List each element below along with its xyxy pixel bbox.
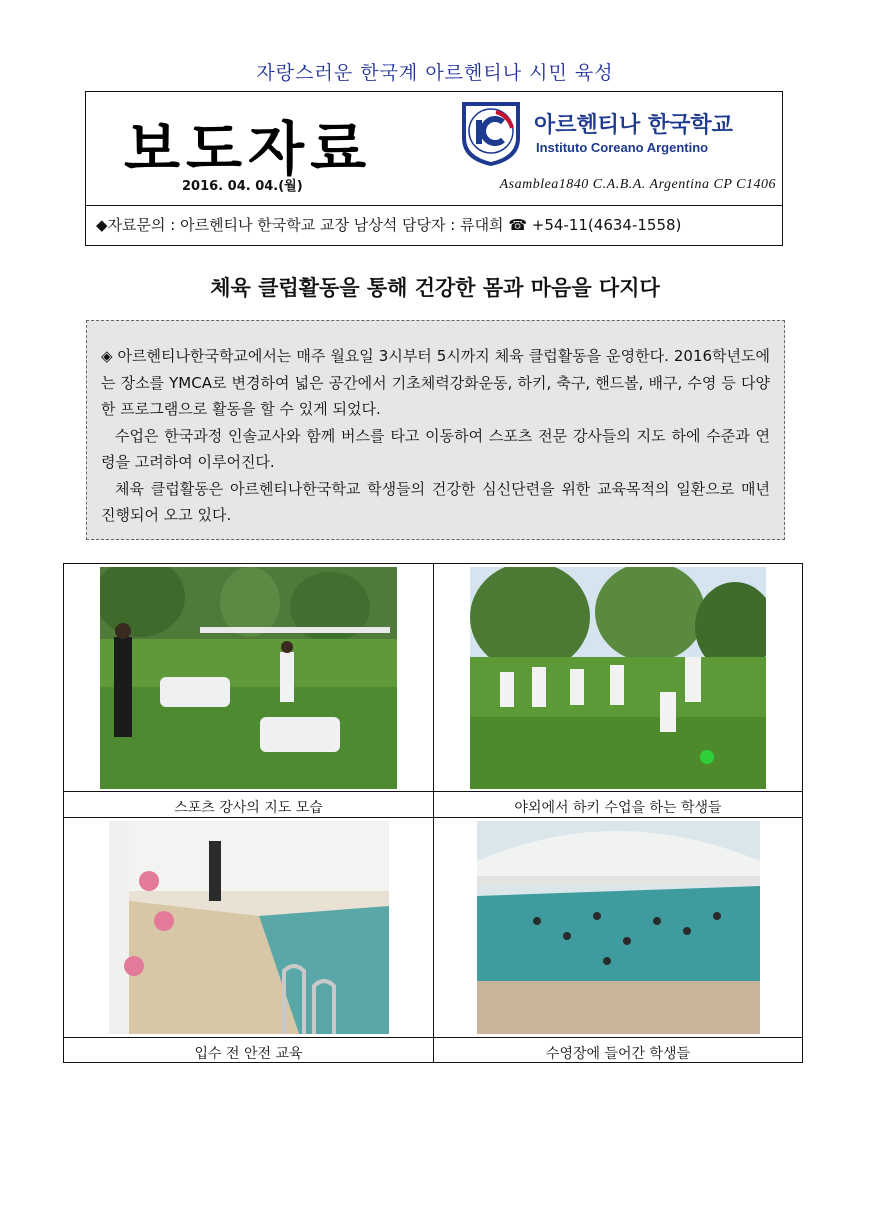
photo-students-in-pool [477, 821, 760, 1034]
photo-caption: 입수 전 안전 교육 [194, 1046, 303, 1062]
summary-paragraph: ◈ 아르헨티나한국학교에서는 매주 월요일 3시부터 5시까지 체육 클럽활동을 운영한다. 2016학년도에는 장소를 YMCA로 변경하여 넓은 공간에서 기초체력강화운동, 하키, 축구, 핸드볼, 배구, 수영 등 다양한 프로그램으로 활동을 할 수 있게 되었다. [101, 347, 770, 418]
press-release-title: 보도자료 [124, 115, 373, 183]
school-logo-icon [456, 98, 526, 168]
slogan: 자랑스러운 한국계 아르헨티나 시민 육성 [256, 62, 614, 84]
table-divider [64, 1037, 802, 1038]
school-name-es: Instituto Coreano Argentino [536, 140, 709, 155]
table-divider [64, 791, 802, 792]
release-date: 2016. 04. 04.(월) [182, 179, 303, 194]
photo-outdoor-hockey [470, 567, 766, 789]
article-headline: 체육 클럽활동을 통해 건강한 몸과 마음을 다지다 [210, 276, 660, 300]
header-divider [86, 205, 782, 206]
table-divider [64, 817, 802, 818]
photo-safety-education [109, 821, 389, 1034]
summary-paragraph: 체육 클럽활동은 아르헨티나한국학교 학생들의 건강한 심신단련을 위한 교육목적의 일환으로 매년 진행되어 오고 있다. [101, 479, 770, 524]
school-address: Asamblea1840 C.A.B.A. Argentina CP C1406 [499, 177, 776, 192]
school-name-ko: 아르헨티나 한국학교 [534, 113, 733, 138]
contact-info: ◆자료문의 : 아르헨티나 한국학교 교장 남상석 담당자 : 류대희 ☎ +54-11(4634-1558) [96, 216, 682, 234]
photo-caption: 스포츠 강사의 지도 모습 [174, 800, 323, 816]
photo-table [63, 563, 803, 1063]
press-release-header [85, 91, 783, 246]
summary-paragraph: 수업은 한국과정 인솔교사와 함께 버스를 타고 이동하여 스포츠 전문 강사들의 지도 하에 수준과 연령을 고려하여 이루어진다. [101, 426, 770, 471]
summary-box [86, 320, 785, 540]
photo-caption: 야외에서 하키 수업을 하는 학생들 [514, 800, 722, 816]
photo-caption: 수영장에 들어간 학생들 [545, 1046, 691, 1062]
photo-instructor-guidance [100, 567, 397, 789]
